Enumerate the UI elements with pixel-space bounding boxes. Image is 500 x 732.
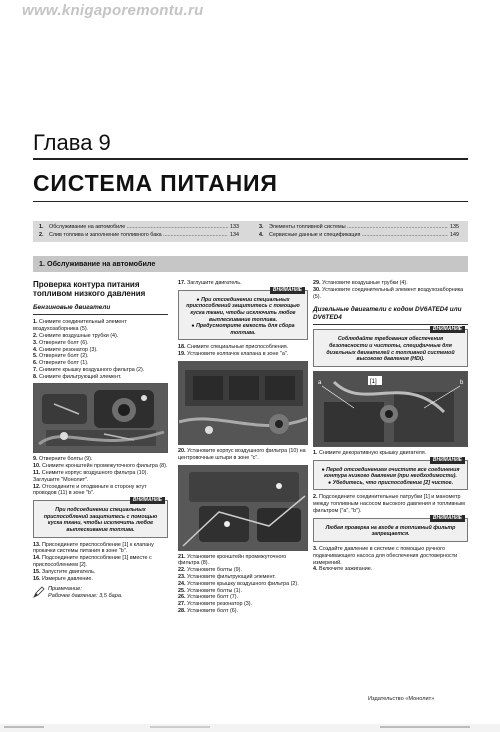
photo-label-a: a [318, 379, 322, 386]
step-text: Присоедините приспособление [1] к клапану прокачки системы питания в зоне "b". [33, 541, 154, 555]
page-title: СИСТЕМА ПИТАНИЯ [33, 170, 278, 196]
step-number: 10. [33, 463, 41, 470]
step [178, 608, 308, 615]
step-number: 4. [313, 566, 318, 573]
step-text: Снимите специальные приспособления. [187, 344, 289, 351]
step-number: 25. [178, 587, 186, 594]
warning-text: Любая проверка на входе в топливный фильтр запрещается. [325, 524, 456, 538]
chapter-label: Глава 9 [33, 130, 111, 155]
step-text: Подсоедините приспособление [1] вместе с приспособлением [2]. [33, 555, 152, 569]
step [313, 450, 468, 457]
warning-box [313, 326, 468, 366]
step-number: 7. [33, 366, 38, 373]
engine-photo-illustration [179, 362, 308, 445]
step-text: Создайте давление в системе с помощью ручного подкачивающего насоса для обеспечения достоверности измерений. [313, 545, 458, 566]
step-number: 3. [313, 545, 318, 552]
step [178, 588, 308, 595]
step [33, 463, 168, 470]
step-number: 27. [178, 601, 186, 608]
step-number: 24. [178, 580, 186, 587]
step [33, 333, 168, 340]
warning-text: Соблюдайте требования обеспечения безопасности и чистоты, специфичные для дизельных двигателей с топливной системой высокого давления (HDi). [326, 336, 455, 363]
toc-item-number: 1. [39, 224, 44, 230]
note-label: Примечание: [48, 586, 82, 593]
engine-bay-photo [33, 383, 168, 453]
toc-column-left [39, 223, 239, 239]
step [178, 280, 308, 287]
toc-item-number: 4. [259, 232, 264, 238]
step-text: Снимите фильтрующий элемент. [39, 373, 122, 380]
title-rule [33, 201, 468, 202]
step-text: Снимите соединительный элемент воздухозаборника (5). [33, 319, 127, 333]
step-text: Снимите декоративную крышку двигателя. [319, 449, 427, 456]
toc-item-number: 2. [39, 232, 44, 238]
warning-text: При подсоединении специальных приспособлений защититесь с помощью куска ткани, чтобы исключить любое выплескивание топлива. [43, 507, 158, 534]
toc-item-text: Элементы топливной системы ..... [269, 223, 448, 231]
warning-box [178, 286, 308, 341]
warning-label: ВНИМАНИЕ [430, 457, 465, 464]
note-content [48, 586, 123, 600]
step-text: Отверните болт (6). [39, 339, 89, 346]
step [33, 555, 168, 569]
step [33, 340, 168, 347]
warning-label: ВНИМАНИЕ [430, 515, 465, 522]
site-watermark: www.knigaporemontu.ru [22, 2, 204, 19]
toc-item[interactable] [39, 231, 239, 239]
column-3 [313, 280, 468, 573]
step-number: 18. [178, 344, 186, 351]
step [33, 542, 168, 556]
step [178, 554, 308, 568]
toc-item-page: 135 [450, 224, 459, 230]
toc-item-number: 3. [259, 224, 264, 230]
section-heading: 1. Обслуживание на автомобиле [33, 256, 468, 272]
step-text: Установите корпус воздушного фильтра (10) на центровочные штыри в зоне "c". [178, 447, 306, 461]
toc-item[interactable] [259, 231, 459, 239]
step-number: 3. [33, 339, 38, 346]
bottom-print-strip [0, 724, 500, 732]
step-number: 28. [178, 607, 186, 614]
engine-photo-illustration [34, 384, 168, 453]
step-text: Установите колпачок клапана в зоне "a". [187, 351, 289, 358]
step-text: Установите соединительный элемент воздухозаборника (5). [313, 286, 464, 300]
step-number: 19. [178, 351, 186, 358]
step [178, 581, 308, 588]
step [33, 576, 168, 583]
step [33, 569, 168, 576]
step [33, 484, 168, 498]
step-text: Отсоедините и отодвиньте в сторону жгут проводов (11) в зоне "b". [33, 483, 147, 497]
step-number: 20. [178, 447, 186, 454]
step-text: Установите воздушные трубки (4). [322, 280, 408, 286]
step-text: Подсоедините соединительные патрубки [1] и манометр между топливным насосом высокого давления и топливным фильтром ("a", "b"). [313, 494, 465, 514]
step [313, 546, 468, 566]
step [178, 448, 308, 462]
engine-type-heading: Дизельные двигатели с кодом DV6ATED4 или DV6TED4 [313, 306, 462, 321]
step [33, 470, 168, 484]
step [313, 566, 468, 573]
step [33, 374, 168, 381]
step-text: Установите кронштейн промежуточного фильтра (8). [178, 553, 287, 567]
engine-bay-photo [178, 361, 308, 445]
step-number: 2. [33, 332, 38, 339]
engine-photo-illustration [179, 466, 308, 551]
step-text: Снимите резонатор (3). [39, 346, 98, 353]
step-number: 11. [33, 470, 41, 477]
engine-type-heading: Бензиновые двигатели [33, 303, 111, 311]
step-text: Заглушите двигатель. [187, 280, 242, 286]
step-number: 2. [313, 494, 318, 501]
step-text: Установите болт (6). [187, 607, 239, 614]
step-number: 16. [33, 575, 41, 582]
toc-item[interactable] [39, 223, 239, 231]
step-number: 1. [33, 319, 38, 326]
warning-text: ● Предусмотрите емкость для сбора топлива. [191, 323, 295, 336]
step-number: 4. [33, 346, 38, 353]
step-text: Установите крышку воздушного фильтра (2). [187, 580, 299, 587]
note-text: Рабочее давление: 3,5 бара. [48, 593, 123, 600]
step [313, 287, 468, 301]
step-number: 23. [178, 573, 186, 580]
step [33, 360, 168, 367]
step [178, 344, 308, 351]
step [178, 351, 308, 358]
warning-text: ● Перед отсоединением очистите все соединения контура низкого давления (при необходимости). [321, 466, 460, 480]
note-pen-icon [33, 586, 45, 598]
toc-item-text: Обслуживание на автомобиле ..... [49, 223, 228, 231]
step-text: Установите резонатор (3). [187, 601, 253, 608]
warning-box [313, 514, 468, 542]
toc-item-text: Сервисные данные и спецификация ..... [269, 231, 448, 239]
warning-box [313, 456, 468, 491]
step-number: 6. [33, 360, 38, 367]
step-text: Установите болт (7). [187, 594, 239, 601]
step-number: 21. [178, 553, 186, 560]
table-of-contents [33, 221, 468, 242]
step [178, 574, 308, 581]
section-subtitle: Проверка контура питания топливом низкого давления [33, 280, 146, 299]
step [178, 567, 308, 574]
step [33, 319, 168, 333]
engine-photo-illustration [314, 372, 468, 447]
photo-label-1: [1] [370, 378, 377, 385]
step [313, 494, 468, 514]
step-number: 29. [313, 280, 321, 286]
step [33, 347, 168, 354]
step-text: Установите болты (9). [187, 567, 242, 574]
step-text: Включите зажигание. [319, 566, 373, 573]
heading-rule [33, 314, 168, 315]
step-text: Измерьте давление. [42, 575, 93, 582]
toc-item-page: 134 [230, 232, 239, 238]
warning-box [33, 497, 168, 537]
publisher-footer: Издательство «Монолит» [368, 696, 435, 702]
note-block [33, 586, 168, 600]
step-number: 17. [178, 280, 186, 286]
step-number: 9. [33, 456, 38, 463]
step-text: Снимите крышку воздушного фильтра (2). [39, 366, 145, 373]
step-number: 14. [33, 555, 41, 562]
toc-item[interactable] [259, 223, 459, 231]
toc-item-text: Слив топлива и заполнение топливного бака ..... [49, 231, 228, 239]
step [33, 367, 168, 374]
step-text: Отверните болты (9). [39, 456, 93, 463]
warning-text: ● При отсоединении специальных приспособлений защититесь с помощью куска ткани, чтобы исключить любое выплескивание топлива. [186, 296, 300, 323]
step-text: Снимите корпус воздушного фильтра (10). Заглушите "Монолит". [33, 470, 148, 483]
step-text: Отверните болт (1). [39, 360, 89, 367]
step [178, 594, 308, 601]
step [313, 280, 468, 287]
toc-item-page: 149 [450, 232, 459, 238]
engine-bay-photo [178, 465, 308, 551]
step [178, 601, 308, 608]
column-1 [33, 280, 168, 600]
chapter-rule [33, 158, 468, 160]
step-number: 5. [33, 353, 38, 360]
step-number: 13. [33, 541, 41, 548]
column-2 [178, 280, 308, 615]
step [33, 353, 168, 360]
warning-label: ВНИМАНИЕ [430, 326, 465, 333]
step-number: 12. [33, 483, 41, 490]
step-text: Снимите кронштейн промежуточного фильтра (8). [42, 463, 168, 470]
step-number: 15. [33, 568, 41, 575]
heading-rule [313, 324, 468, 325]
fuel-pump-photo [313, 371, 468, 447]
step-text: Установите фильтрующий элемент. [187, 573, 276, 580]
photo-label-b: b [460, 379, 464, 386]
step-text: Установите болты (1). [187, 587, 242, 594]
step-number: 26. [178, 594, 186, 601]
step-number: 8. [33, 373, 38, 380]
warning-label: ВНИМАНИЕ [130, 497, 165, 504]
step-text: Снимите воздушные трубки (4). [39, 332, 119, 339]
toc-item-page: 133 [230, 224, 239, 230]
step-number: 30. [313, 286, 321, 293]
toc-column-right [259, 223, 459, 239]
warning-text: ● Убедитесь, что приспособление [2] чистое. [327, 479, 454, 486]
step-number: 22. [178, 567, 186, 574]
step-text: Отверните болт (2). [39, 353, 89, 360]
warning-label: ВНИМАНИЕ [270, 287, 305, 294]
step-text: Запустите двигатель. [42, 568, 96, 575]
step-number: 1. [313, 449, 318, 456]
